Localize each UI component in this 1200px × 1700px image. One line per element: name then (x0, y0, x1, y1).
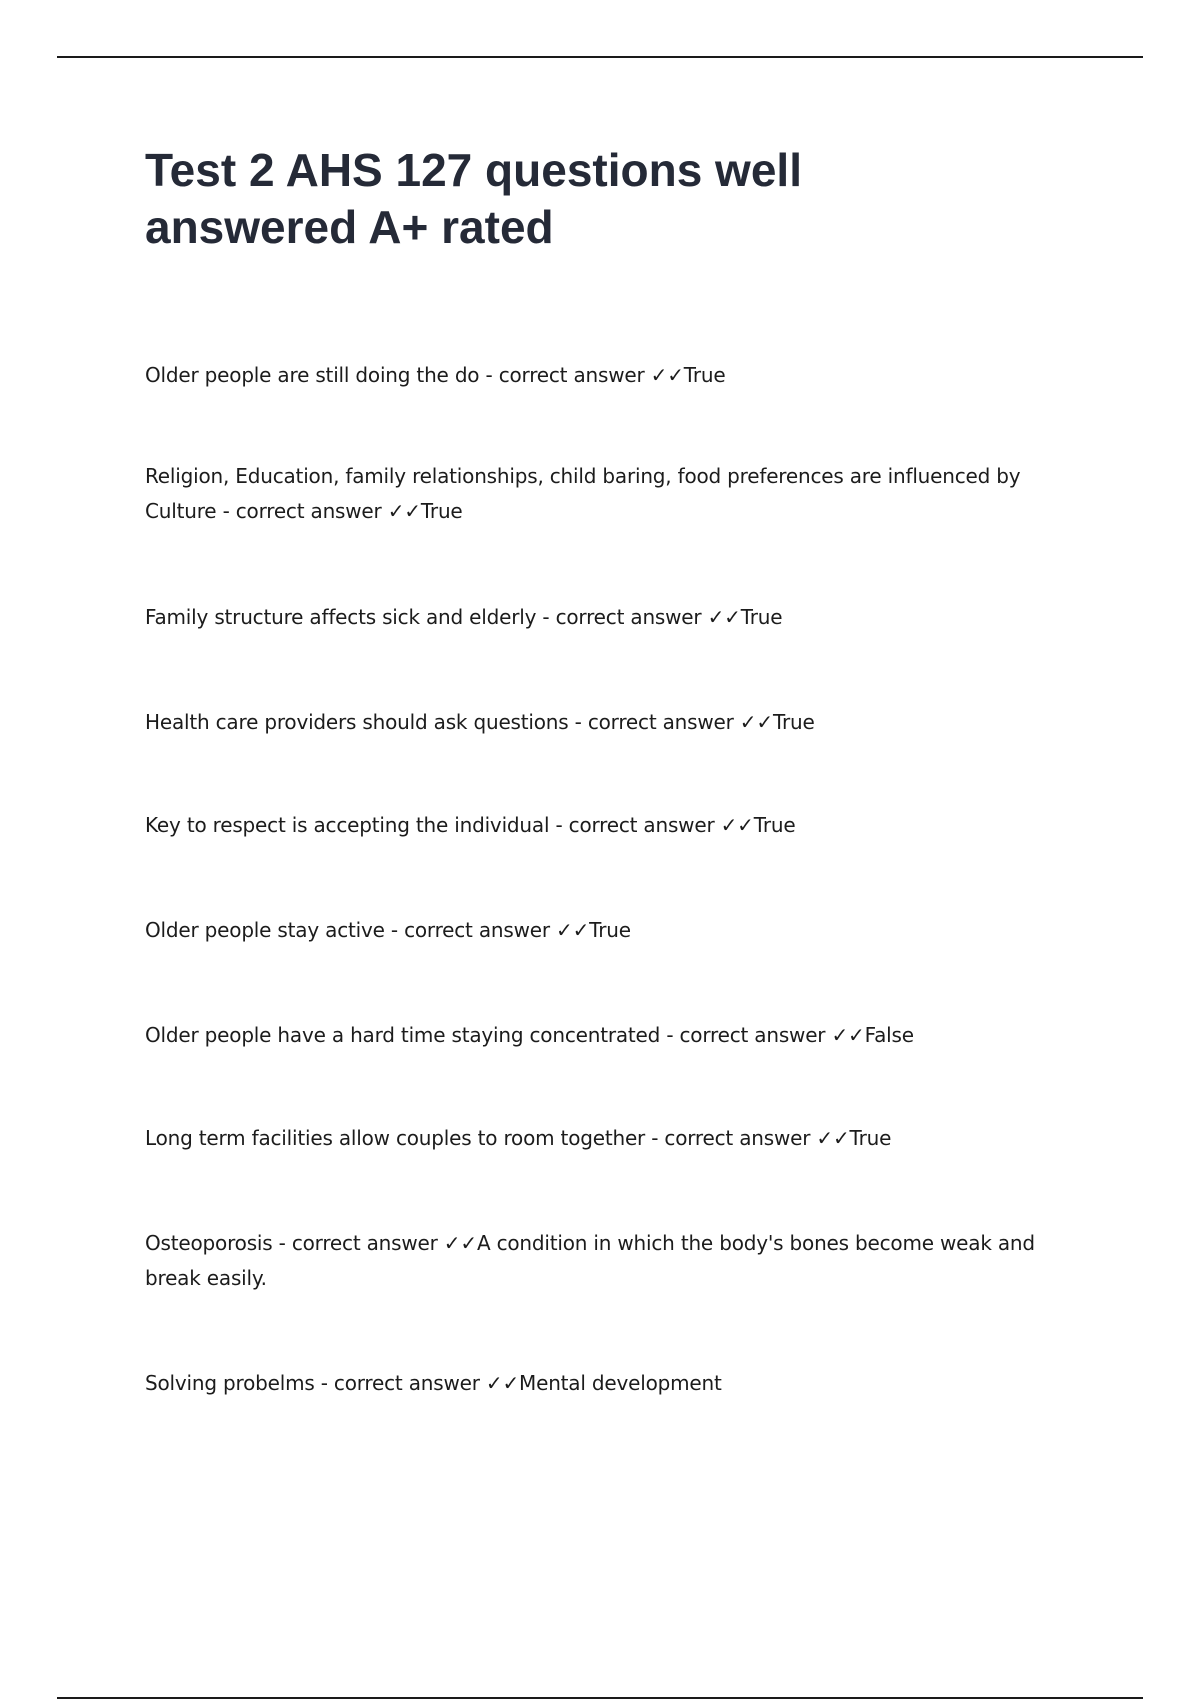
qa-item (145, 358, 1065, 393)
answer-text: True (740, 605, 783, 629)
qa-item (145, 705, 1065, 740)
question-text: Osteoporosis (145, 1231, 273, 1255)
answer-text: True (420, 499, 463, 523)
answer-separator: - correct answer ✓✓ (314, 1371, 520, 1395)
qa-item (145, 1366, 1065, 1401)
question-text: Family structure affects sick and elderly (145, 605, 537, 629)
qa-item (145, 1121, 1065, 1156)
answer-separator: - correct answer ✓✓ (660, 1023, 865, 1047)
answer-separator: - correct answer ✓✓ (384, 918, 590, 942)
answer-separator: - correct answer ✓✓ (536, 605, 741, 629)
qa-item (145, 1018, 1065, 1053)
question-text: Older people are still doing the do (145, 363, 480, 387)
answer-text: True (753, 813, 796, 837)
answer-separator: - correct answer ✓✓ (568, 710, 773, 734)
answer-separator: - correct answer ✓✓ (216, 499, 421, 523)
answer-text: A condition in which the body's bones become weak and break easily. (145, 1231, 1035, 1290)
answer-text: False (864, 1023, 914, 1047)
bottom-rule (57, 1697, 1143, 1699)
question-text: Key to respect is accepting the individual (145, 813, 550, 837)
answer-text: True (849, 1126, 892, 1150)
answer-text: True (683, 363, 726, 387)
question-text: Health care providers should ask questions (145, 710, 569, 734)
qa-item (145, 808, 1065, 843)
answer-separator: - correct answer ✓✓ (479, 363, 684, 387)
answer-separator: - correct answer ✓✓ (645, 1126, 850, 1150)
qa-item (145, 600, 1065, 635)
qa-item (145, 459, 1065, 529)
qa-item (145, 1226, 1065, 1296)
question-text: Older people have a hard time staying concentrated (145, 1023, 661, 1047)
answer-text: True (772, 710, 815, 734)
question-text: Older people stay active (145, 918, 385, 942)
answer-separator: - correct answer ✓✓ (549, 813, 754, 837)
top-rule (57, 56, 1143, 58)
answer-text: True (589, 918, 631, 942)
question-text: Long term facilities allow couples to room together (145, 1126, 646, 1150)
answer-separator: - correct answer ✓✓ (272, 1231, 477, 1255)
answer-text: Mental development (519, 1371, 722, 1395)
question-text: Religion, Education, family relationships, child baring, food preferences are influenced by Culture (145, 464, 1021, 523)
qa-item (145, 913, 1065, 948)
document-title: Test 2 AHS 127 questions well answered A+ rated (145, 144, 802, 253)
question-text: Solving probelms (145, 1371, 315, 1395)
